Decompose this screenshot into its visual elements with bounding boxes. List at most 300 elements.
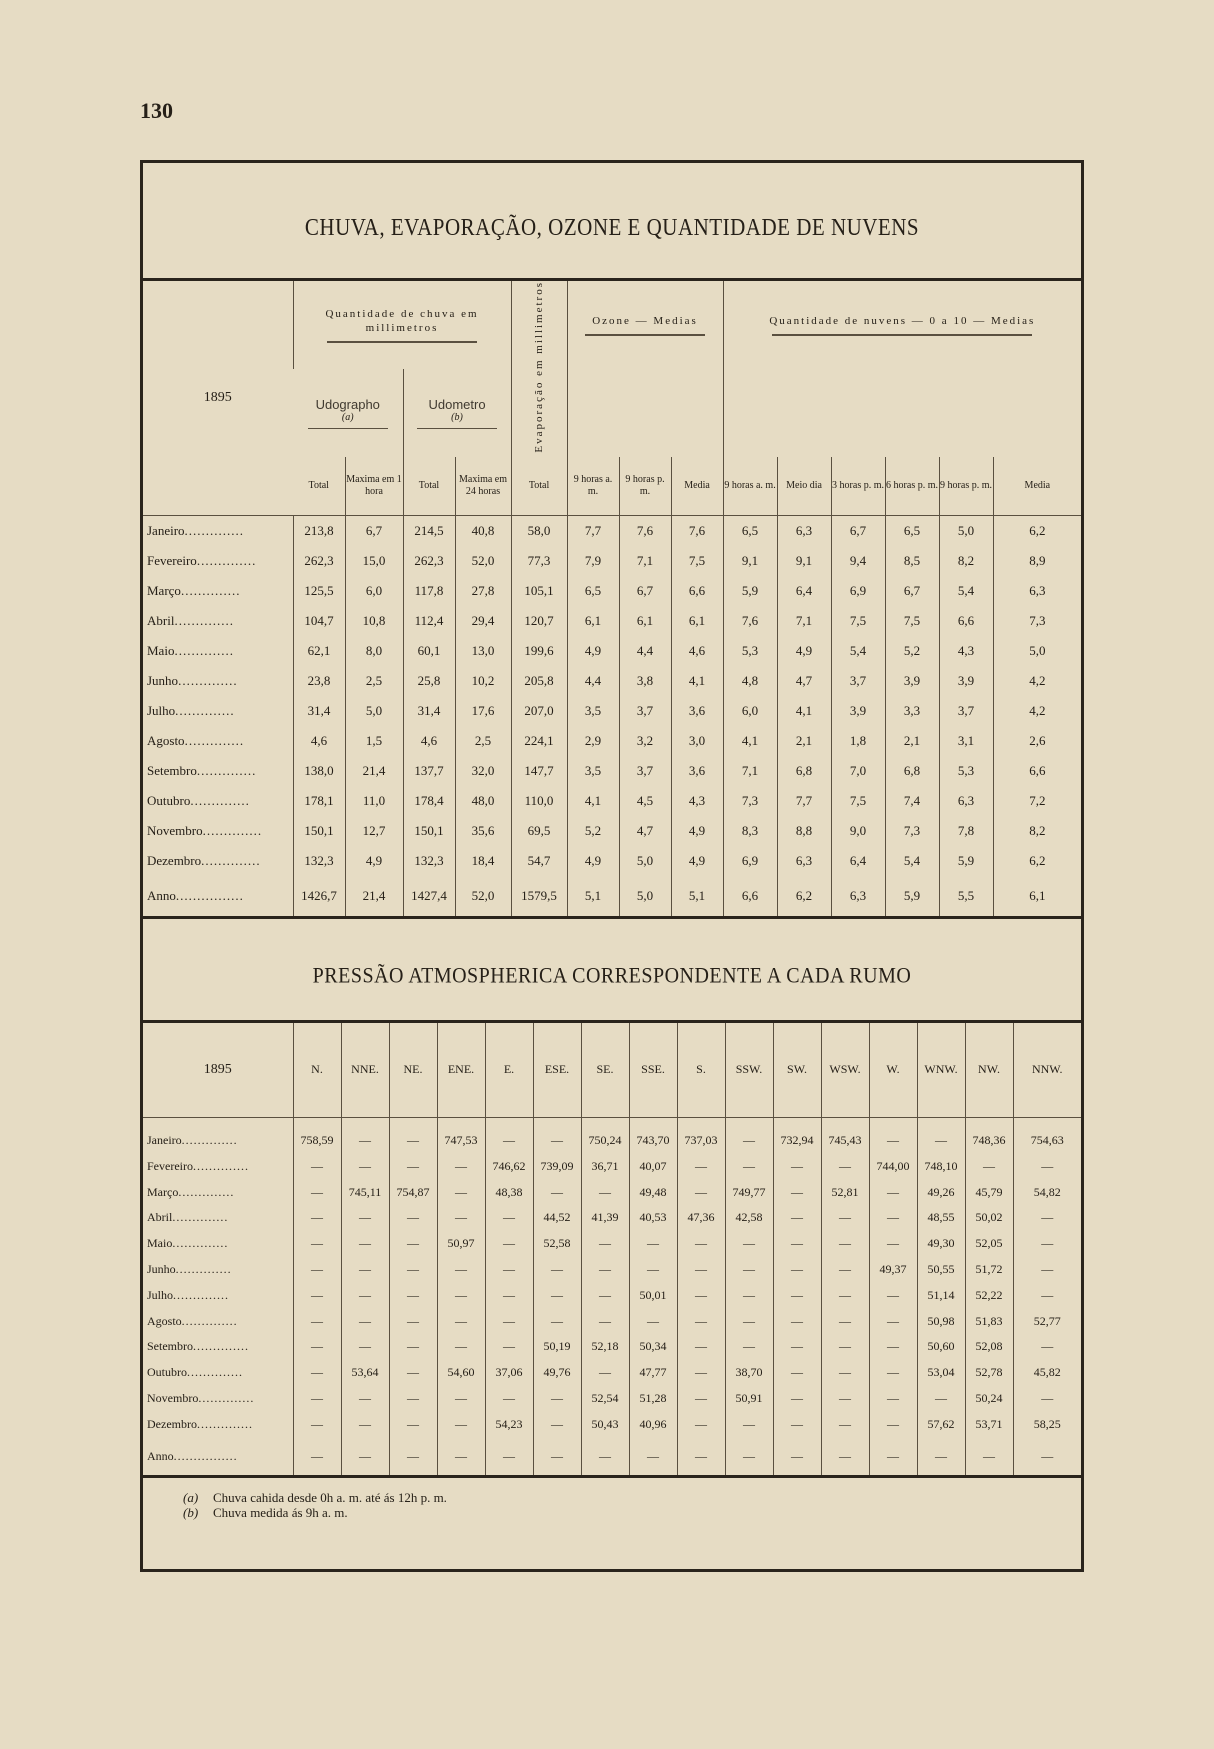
table1-cell: 6,9 [723, 846, 777, 876]
table2-cell: 50,19 [533, 1334, 581, 1360]
table1-cell: 6,5 [723, 515, 777, 546]
page-frame [140, 160, 1084, 1572]
table2-cell: 749,77 [725, 1179, 773, 1205]
leader-dots: .............. [175, 702, 235, 718]
table2-cell: 739,09 [533, 1153, 581, 1179]
table1-cell: 132,3 [293, 846, 345, 876]
table2-cell: — [821, 1308, 869, 1334]
table2-cell: — [293, 1205, 341, 1231]
table2-row [143, 1411, 1081, 1437]
table2-cell: — [437, 1308, 485, 1334]
table1-cell: 4,6 [671, 636, 723, 666]
table1-total-cell: 21,4 [345, 876, 403, 918]
table1-cell: 6,8 [777, 756, 831, 786]
spacer-cell [869, 1117, 917, 1128]
table1-cell: 35,6 [455, 816, 511, 846]
month-name: Dezembro [147, 1416, 197, 1431]
table2-cell: — [389, 1308, 437, 1334]
table1-cell: 6,0 [723, 696, 777, 726]
table1-cell: 6,6 [993, 756, 1081, 786]
month-label [143, 1179, 293, 1205]
table2-cell: 744,00 [869, 1153, 917, 1179]
table1-cell: 7,3 [993, 606, 1081, 636]
direction-header: W. [869, 1023, 917, 1118]
table1-total-cell: 1579,5 [511, 876, 567, 918]
table2-cell: 52,58 [533, 1231, 581, 1257]
table2-cell: 750,24 [581, 1128, 629, 1154]
direction-header: SE. [581, 1023, 629, 1118]
table2-cell: — [725, 1282, 773, 1308]
direction-header: SSE. [629, 1023, 677, 1118]
table1-cell: 3,6 [671, 756, 723, 786]
table1-cell: 120,7 [511, 606, 567, 636]
table1-cell: 32,0 [455, 756, 511, 786]
month-name: Junho [147, 1261, 176, 1276]
month-name: Maio [147, 1236, 173, 1251]
month-label [143, 756, 293, 786]
table1-cell: 224,1 [511, 726, 567, 756]
table2-cell: — [725, 1231, 773, 1257]
table1-column-header: 3 horas p. m. [831, 457, 885, 516]
table2-cell: — [533, 1257, 581, 1283]
table1-cell: 3,5 [567, 756, 619, 786]
leader-dots: .............. [181, 1313, 238, 1328]
table2-cell: 745,11 [341, 1179, 389, 1205]
table1-total-row [143, 876, 1081, 918]
table1-cell: 3,7 [939, 696, 993, 726]
table1-row [143, 756, 1081, 786]
table2-cell: — [389, 1334, 437, 1360]
leader-dots: .............. [184, 732, 245, 748]
table2-spacer-row [143, 1117, 1081, 1128]
table2-cell: 743,70 [629, 1128, 677, 1154]
table2-cell: — [485, 1231, 533, 1257]
table1-cell: 4,1 [567, 786, 619, 816]
table2-cell: — [821, 1257, 869, 1283]
table1-cell: 7,9 [567, 546, 619, 576]
table2-cell: — [1013, 1231, 1081, 1257]
table2-cell: 758,59 [293, 1128, 341, 1154]
table1-cell: 9,0 [831, 816, 885, 846]
month-label [143, 1231, 293, 1257]
ozone-spacer [567, 369, 723, 457]
table2-row [143, 1334, 1081, 1360]
table2-cell: — [389, 1128, 437, 1154]
table2-cell: 40,07 [629, 1153, 677, 1179]
table1-cell: 15,0 [345, 546, 403, 576]
table2-cell: 53,04 [917, 1360, 965, 1386]
table2-cell: 52,77 [1013, 1308, 1081, 1334]
table1-cell: 105,1 [511, 576, 567, 606]
table1-cell: 4,9 [671, 816, 723, 846]
table1-cell: 7,8 [939, 816, 993, 846]
footnote [183, 1505, 1081, 1520]
table1-column-header: Total [403, 457, 455, 516]
table1-cell: 214,5 [403, 515, 455, 546]
total-label: Anno [147, 887, 176, 903]
table2-cell: 49,30 [917, 1231, 965, 1257]
table1-cell: 132,3 [403, 846, 455, 876]
table2-cell: — [581, 1308, 629, 1334]
table1-row [143, 546, 1081, 576]
table2-cell: — [869, 1334, 917, 1360]
table2-cell: 49,76 [533, 1360, 581, 1386]
table1-cell: 213,8 [293, 515, 345, 546]
table2-cell: — [629, 1257, 677, 1283]
table1-cell: 178,1 [293, 786, 345, 816]
footnote-text: Chuva medida ás 9h a. m. [213, 1505, 348, 1521]
spacer-cell [773, 1117, 821, 1128]
leader-dots: .............. [175, 1261, 232, 1276]
leader-dots: .............. [198, 1390, 255, 1405]
table1-cell: 4,4 [567, 666, 619, 696]
table1-cell: 3,7 [619, 756, 671, 786]
table1-column-header: Total [308, 479, 329, 491]
table1-cell: 8,3 [723, 816, 777, 846]
table2-cell: 50,34 [629, 1334, 677, 1360]
table1-cell: 3,6 [671, 696, 723, 726]
table2-cell: — [725, 1153, 773, 1179]
month-label [143, 1386, 293, 1412]
table2-cell: — [773, 1334, 821, 1360]
table1-row [143, 846, 1081, 876]
table1-cell: 199,6 [511, 636, 567, 666]
table1-cell: 7,3 [723, 786, 777, 816]
table2-row [143, 1205, 1081, 1231]
month-label [143, 1437, 293, 1477]
table1-total-cell: 6,6 [723, 876, 777, 918]
table1-column-header: 9 horas p. m. [939, 457, 993, 516]
table2-cell: — [485, 1282, 533, 1308]
table1-cell: 5,4 [831, 636, 885, 666]
table2-total-cell: — [581, 1437, 629, 1477]
direction-header: NNE. [341, 1023, 389, 1118]
table2-cell: 52,05 [965, 1231, 1013, 1257]
table1-cell: 6,3 [939, 786, 993, 816]
direction-header: WSW. [821, 1023, 869, 1118]
table2-cell: — [1013, 1153, 1081, 1179]
table2-row [143, 1308, 1081, 1334]
table1-row [143, 726, 1081, 756]
table1-total-cell: 5,5 [939, 876, 993, 918]
table1-cell: 178,4 [403, 786, 455, 816]
clouds-spacer [723, 369, 1081, 457]
table1-cell: 6,6 [939, 606, 993, 636]
table2-cell: — [725, 1128, 773, 1154]
table2-cell: — [389, 1282, 437, 1308]
table2-cell: — [389, 1386, 437, 1412]
table2-cell: 45,79 [965, 1179, 1013, 1205]
table2-cell: — [533, 1386, 581, 1412]
table1-cell: 7,0 [831, 756, 885, 786]
table2-cell: — [341, 1205, 389, 1231]
direction-header: N. [293, 1023, 341, 1118]
table1-cell: 4,6 [403, 726, 455, 756]
leader-dots: .............. [184, 522, 245, 538]
month-label [143, 1153, 293, 1179]
table1-cell: 4,2 [993, 696, 1081, 726]
table1-cell: 5,4 [885, 846, 939, 876]
month-name: Outubro [147, 1365, 187, 1380]
table1-column-header: 6 horas p. m. [885, 457, 939, 516]
table2-cell: 50,97 [437, 1231, 485, 1257]
table1-cell: 1,8 [831, 726, 885, 756]
udometro-header: Udometro (b) [403, 369, 511, 457]
leader-dots: .............. [202, 822, 263, 838]
spacer-cell [917, 1117, 965, 1128]
month-name: Novembro [147, 1390, 199, 1405]
table1-row [143, 576, 1081, 606]
table2-cell: — [821, 1386, 869, 1412]
month-label [143, 606, 293, 636]
table2-cell: 36,71 [581, 1153, 629, 1179]
month-label [143, 576, 293, 606]
table1-cell: 17,6 [455, 696, 511, 726]
table1-cell: 8,8 [777, 816, 831, 846]
table2-cell: 38,70 [725, 1360, 773, 1386]
table2-cell: — [869, 1308, 917, 1334]
table2-cell: 50,02 [965, 1205, 1013, 1231]
table1-cell: 3,9 [831, 696, 885, 726]
spacer-cell [389, 1117, 437, 1128]
table2-cell: — [725, 1257, 773, 1283]
table2-cell: — [1013, 1386, 1081, 1412]
direction-header: S. [677, 1023, 725, 1118]
table1-cell: 60,1 [403, 636, 455, 666]
table1-cell: 5,9 [723, 576, 777, 606]
table2-cell: — [677, 1360, 725, 1386]
table2-cell: 52,18 [581, 1334, 629, 1360]
table1-cell: 262,3 [403, 546, 455, 576]
table2-cell: 49,48 [629, 1179, 677, 1205]
month-label [143, 876, 293, 918]
table2-cell: — [869, 1205, 917, 1231]
table2-cell: 737,03 [677, 1128, 725, 1154]
table2-cell: — [341, 1257, 389, 1283]
table1-cell: 7,3 [885, 816, 939, 846]
leader-dots: .............. [187, 1365, 243, 1380]
table1-row [143, 666, 1081, 696]
table2-cell: 51,72 [965, 1257, 1013, 1283]
table2-cell: — [821, 1282, 869, 1308]
month-name: Dezembro [147, 852, 202, 868]
table1-cell: 5,0 [993, 636, 1081, 666]
table1-cell: 5,9 [939, 846, 993, 876]
table2-cell: 40,53 [629, 1205, 677, 1231]
table1-cell: 5,2 [567, 816, 619, 846]
table2-total-cell: — [773, 1437, 821, 1477]
table1-total-cell: 6,3 [831, 876, 885, 918]
table1-cell: 6,1 [671, 606, 723, 636]
table2-cell: — [341, 1334, 389, 1360]
table2-total-row [143, 1437, 1081, 1477]
table1-cell: 6,3 [777, 515, 831, 546]
table1-total-cell: 6,1 [993, 876, 1081, 918]
table1-cell: 2,5 [455, 726, 511, 756]
table1-cell: 137,7 [403, 756, 455, 786]
table1-cell: 4,9 [567, 636, 619, 666]
table2-cell: — [581, 1231, 629, 1257]
table1-column-header: Total [511, 457, 567, 516]
table1-cell: 6,7 [345, 515, 403, 546]
leader-dots: .............. [178, 1184, 235, 1199]
table2-cell: — [725, 1334, 773, 1360]
month-label [143, 636, 293, 666]
table1-cell: 6,5 [885, 515, 939, 546]
table1-cell: 5,3 [939, 756, 993, 786]
table2-cell: — [725, 1411, 773, 1437]
udographo-header: Udographo (a) [293, 369, 403, 457]
table1-total-cell: 1427,4 [403, 876, 455, 918]
table2-cell: — [869, 1231, 917, 1257]
table1-cell: 2,9 [567, 726, 619, 756]
table2-cell: — [341, 1231, 389, 1257]
table2-total-cell: — [1013, 1437, 1081, 1477]
spacer-cell [1013, 1117, 1081, 1128]
leader-dots: ................ [173, 1448, 238, 1463]
table2-total-cell: — [821, 1437, 869, 1477]
table2-cell: — [1013, 1282, 1081, 1308]
month-name: Janeiro [147, 1132, 182, 1147]
month-name: Junho [147, 672, 179, 688]
table1-cell: 4,2 [993, 666, 1081, 696]
table2-cell: 45,82 [1013, 1360, 1081, 1386]
table2-cell: — [821, 1334, 869, 1360]
month-label [143, 1360, 293, 1386]
table1-cell: 4,4 [619, 636, 671, 666]
table2-cell: — [629, 1231, 677, 1257]
table2-cell: — [581, 1282, 629, 1308]
direction-header: ENE. [437, 1023, 485, 1118]
leader-dots: .............. [192, 1158, 249, 1173]
table1-cell: 3,8 [619, 666, 671, 696]
table1-cell: 7,6 [671, 515, 723, 546]
table2-cell: — [389, 1411, 437, 1437]
table2-year-header: 1895 [143, 1023, 293, 1118]
table2-cell: 44,52 [533, 1205, 581, 1231]
table2-cell: — [437, 1205, 485, 1231]
table1-total-cell: 6,2 [777, 876, 831, 918]
table2-cell: — [581, 1179, 629, 1205]
table1-cell: 5,2 [885, 636, 939, 666]
month-name: Setembro [147, 762, 197, 778]
table1-total-cell: 5,1 [567, 876, 619, 918]
table1-cell: 48,0 [455, 786, 511, 816]
table1-cell: 7,1 [723, 756, 777, 786]
table2-cell: — [773, 1360, 821, 1386]
table2-cell: — [293, 1257, 341, 1283]
direction-header: NW. [965, 1023, 1013, 1118]
table1-cell: 6,7 [831, 515, 885, 546]
table1-cell: 31,4 [403, 696, 455, 726]
table2-cell: 47,77 [629, 1360, 677, 1386]
table2-cell: — [389, 1360, 437, 1386]
leader-dots: .............. [190, 792, 250, 808]
table2-cell: 49,37 [869, 1257, 917, 1283]
table2-row [143, 1153, 1081, 1179]
table1-cell: 125,5 [293, 576, 345, 606]
table1-cell: 8,0 [345, 636, 403, 666]
table1-cell: 6,3 [993, 576, 1081, 606]
table2-cell: — [677, 1179, 725, 1205]
table1-cell: 10,2 [455, 666, 511, 696]
table2-cell: 754,87 [389, 1179, 437, 1205]
table1-cell: 262,3 [293, 546, 345, 576]
table1-cell: 4,9 [671, 846, 723, 876]
table1-cell: 2,5 [345, 666, 403, 696]
table2-row [143, 1386, 1081, 1412]
direction-header: NNW. [1013, 1023, 1081, 1118]
table1-cell: 7,2 [993, 786, 1081, 816]
table2-cell: — [677, 1334, 725, 1360]
table1-cell: 4,8 [723, 666, 777, 696]
table2-cell: — [581, 1360, 629, 1386]
month-label [143, 1205, 293, 1231]
month-label [143, 1282, 293, 1308]
table2-cell: — [773, 1205, 821, 1231]
table2-cell: — [725, 1308, 773, 1334]
table1-cell: 104,7 [293, 606, 345, 636]
table2-cell: 40,96 [629, 1411, 677, 1437]
table1-column-header: 9 horas a. m. [567, 457, 619, 516]
table2-cell: 50,24 [965, 1386, 1013, 1412]
month-name: Março [147, 582, 181, 598]
month-name: Novembro [147, 822, 203, 838]
table1-cell: 4,6 [293, 726, 345, 756]
table1-cell: 3,9 [885, 666, 939, 696]
table2-cell: — [437, 1386, 485, 1412]
table1-cell: 62,1 [293, 636, 345, 666]
rain-evaporation-ozone-clouds-table [143, 281, 1081, 919]
table2-cell: — [293, 1179, 341, 1205]
table1-row [143, 515, 1081, 546]
table1-cell: 4,3 [671, 786, 723, 816]
table1-cell: 2,1 [885, 726, 939, 756]
table2-total-cell: — [389, 1437, 437, 1477]
table2-cell: — [869, 1411, 917, 1437]
table1-cell: 4,3 [939, 636, 993, 666]
table2-cell: — [773, 1179, 821, 1205]
table1-cell: 4,7 [619, 816, 671, 846]
leader-dots: .............. [196, 762, 257, 778]
leader-dots: .............. [193, 1339, 249, 1354]
month-label [143, 515, 293, 546]
table1-cell: 54,7 [511, 846, 567, 876]
table2-cell: 51,83 [965, 1308, 1013, 1334]
table2-cell: 48,38 [485, 1179, 533, 1205]
leader-dots: .............. [181, 1132, 238, 1147]
table1-title: CHUVA, EVAPORAÇÃO, OZONE E QUANTIDADE DE NUVENS [304, 213, 920, 241]
table1-cell: 18,4 [455, 846, 511, 876]
page-number: 130 [140, 98, 173, 123]
table1-cell: 23,8 [293, 666, 345, 696]
month-label [143, 1257, 293, 1283]
month-label [143, 546, 293, 576]
table1-cell: 3,7 [831, 666, 885, 696]
spacer-cell [143, 1117, 293, 1128]
month-name: Setembro [147, 1339, 193, 1354]
rain-group-header: Quantidade de chuva em millimetros [293, 281, 511, 369]
table2-cell: — [437, 1179, 485, 1205]
table1-column-header: 9 horas a. m. [723, 457, 777, 516]
table2-cell: — [293, 1386, 341, 1412]
table1-cell: 4,7 [777, 666, 831, 696]
table2-cell: — [437, 1334, 485, 1360]
table2-total-cell: — [917, 1437, 965, 1477]
table1-cell: 207,0 [511, 696, 567, 726]
ozone-group-header: Ozone — Medias [567, 281, 723, 369]
table1-cell: 8,5 [885, 546, 939, 576]
